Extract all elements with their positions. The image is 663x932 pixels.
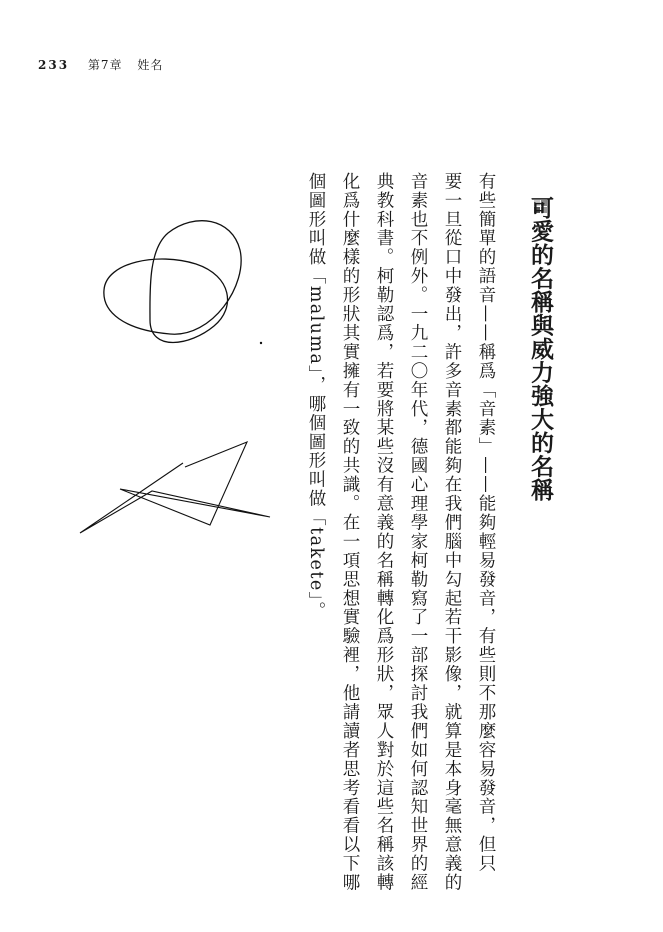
page-number: 233 [38,58,70,72]
body-column-1: 有些簡單的語音——稱爲「音素」——能夠輕易發音，有些則不那麼容易發音，但只 [476,172,496,874]
stray-dot [260,342,262,344]
body-column-6: 個圖形叫做「maluma」，哪個圖形叫做「takete」。 [306,172,326,621]
body-column-3: 音素也不例外。一九二〇年代，德國心理學家柯勒寫了一部探討我們如何認知世界的經 [408,172,428,893]
body-column-5: 化爲什麼樣的形狀其實擁有一致的共識。在一項思想實驗裡，他請讀者思考看看以下哪 [340,172,360,893]
body-column-2: 要一旦從口中發出，許多音素都能夠在我們腦中勾起若干影像，就算是本身毫無意義的 [442,172,462,893]
body-column-4: 典教科書。柯勒認爲，若要將某些沒有意義的名稱轉化爲形狀，眾人對於這些名稱該轉 [374,172,394,893]
chapter-label: 第7章 [87,58,123,72]
section-title: 可愛的名稱與威力強大的名稱 [527,196,553,502]
takete-shape [80,442,270,533]
chapter-title: 姓名 [137,58,164,72]
maluma-shape [104,221,241,343]
